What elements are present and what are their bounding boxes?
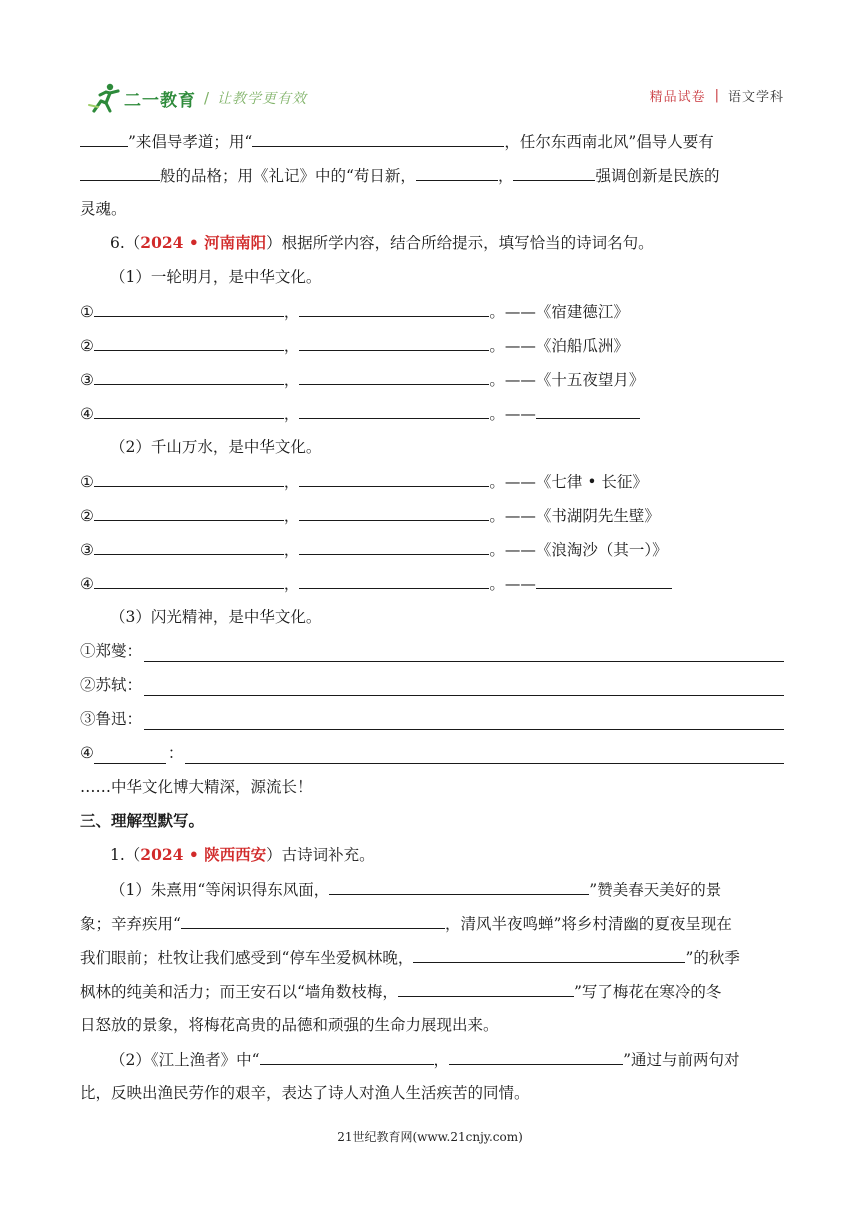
s3-p1-line-5: 日怒放的景象，将梅花高贵的品德和顽强的生命力展现出来。 — [80, 1016, 499, 1034]
closing-line: ……中华文化博大精深，源流长！ — [80, 778, 313, 796]
question-source: 2024 • 河南南阳 — [140, 233, 267, 252]
blank[interactable] — [449, 1048, 623, 1065]
blank[interactable] — [299, 334, 489, 351]
header-tags — [650, 86, 784, 105]
blank[interactable] — [413, 946, 685, 963]
blank[interactable] — [185, 747, 784, 764]
blank[interactable] — [398, 980, 574, 997]
question-source: 2024 • 陕西西安 — [140, 845, 267, 864]
tag-quality-paper: 精品试卷 — [649, 90, 706, 105]
runner-logo-icon — [88, 81, 122, 115]
blank[interactable] — [94, 300, 284, 317]
part-3-row: ③鲁迅： — [80, 708, 784, 730]
blank[interactable] — [299, 470, 489, 487]
part-2-row: ① ， 。——《七律 • 长征》 — [80, 470, 784, 493]
blank[interactable] — [94, 402, 284, 419]
s3-p1-line-4: 枫林的纯美和活力；而王安石以“墙角数枝梅， ”写了梅花在寒冷的冬 — [80, 980, 784, 1003]
part-1-row: ④ ， 。—— — [80, 402, 784, 425]
tag-subject: 语文学科 — [727, 90, 784, 105]
blank[interactable] — [299, 402, 489, 419]
part-3-row: ①郑燮： — [80, 640, 784, 662]
blank[interactable] — [144, 713, 784, 730]
part-1-title: （1）一轮明月，是中华文化。 — [110, 268, 322, 286]
blank[interactable] — [94, 572, 284, 589]
blank[interactable] — [94, 538, 284, 555]
blank[interactable] — [181, 912, 445, 929]
blank[interactable] — [252, 130, 504, 147]
part-1-row: ① ， 。——《宿建德江》 — [80, 300, 784, 323]
s3-p1-line-2: 象；辛弃疾用“ ，清风半夜鸣蝉”将乡村清幽的夏夜呈现在 — [80, 912, 784, 935]
blank[interactable] — [299, 538, 489, 555]
part-2-title: （2）千山万水，是中华文化。 — [110, 438, 322, 456]
blank[interactable] — [144, 679, 784, 696]
page-footer: 21世纪教育网(www.21cnjy.com) — [337, 1130, 523, 1144]
blank[interactable] — [144, 645, 784, 662]
blank[interactable] — [536, 572, 672, 589]
part-1-row: ③ ， 。——《十五夜望月》 — [80, 368, 784, 391]
s3-p1-line-1: （1）朱熹用“等闲识得东风面， ”赞美春天美好的景 — [110, 878, 784, 901]
blank[interactable] — [299, 572, 489, 589]
s3-p1-line-3: 我们眼前；杜牧让我们感受到“停车坐爱枫林晚， ”的秋季 — [80, 946, 784, 969]
blank[interactable] — [80, 130, 128, 147]
question-6-stem: 6.（2024 • 河南南阳）根据所学内容，结合所给提示，填写恰当的诗词名句。 — [110, 233, 654, 252]
brand-name: 二一教育 — [124, 90, 196, 111]
intro-line-2: 般的品格；用《礼记》中的“苟日新， ， 强调创新是民族的 — [80, 164, 784, 187]
blank[interactable] — [416, 164, 498, 181]
blank[interactable] — [299, 368, 489, 385]
part-2-row: ④ ， 。—— — [80, 572, 784, 595]
header-slash: / — [204, 89, 210, 107]
part-3-row: ②苏轼： — [80, 674, 784, 696]
slogan: 让教学更有效 — [217, 91, 308, 107]
part-2-row: ③ ， 。——《浪淘沙（其一）》 — [80, 538, 784, 561]
section-3-q1-stem: 1.（2024 • 陕西西安）古诗词补充。 — [110, 845, 375, 864]
s3-p2-line-2: 比，反映出渔民劳作的艰辛，表达了诗人对渔人生活疾苦的同情。 — [80, 1084, 530, 1102]
part-1-row: ② ， 。——《泊船瓜洲》 — [80, 334, 784, 357]
blank[interactable] — [94, 504, 284, 521]
section-3-title: 三、理解型默写。 — [80, 811, 205, 830]
intro-line-3: 灵魂。 — [80, 200, 127, 218]
s3-p2-line-1: （2）《江上渔者》中“ ， ”通过与前两句对 — [110, 1048, 784, 1071]
logo — [88, 78, 307, 118]
blank[interactable] — [536, 402, 640, 419]
blank[interactable] — [329, 878, 589, 895]
blank[interactable] — [513, 164, 595, 181]
blank[interactable] — [94, 747, 166, 764]
page-header — [88, 78, 784, 118]
blank[interactable] — [80, 164, 160, 181]
tag-separator: | — [714, 88, 719, 103]
part-3-title: （3）闪光精神，是中华文化。 — [110, 608, 322, 626]
part-3-row: ④ ： — [80, 742, 784, 764]
blank[interactable] — [94, 470, 284, 487]
intro-line-1: ”来倡导孝道；用“ ，任尔东西南北风”倡导人要有 — [80, 130, 784, 153]
blank[interactable] — [94, 334, 284, 351]
blank[interactable] — [260, 1048, 434, 1065]
blank[interactable] — [299, 504, 489, 521]
blank[interactable] — [299, 300, 489, 317]
blank[interactable] — [94, 368, 284, 385]
part-2-row: ② ， 。——《书湖阴先生壁》 — [80, 504, 784, 527]
